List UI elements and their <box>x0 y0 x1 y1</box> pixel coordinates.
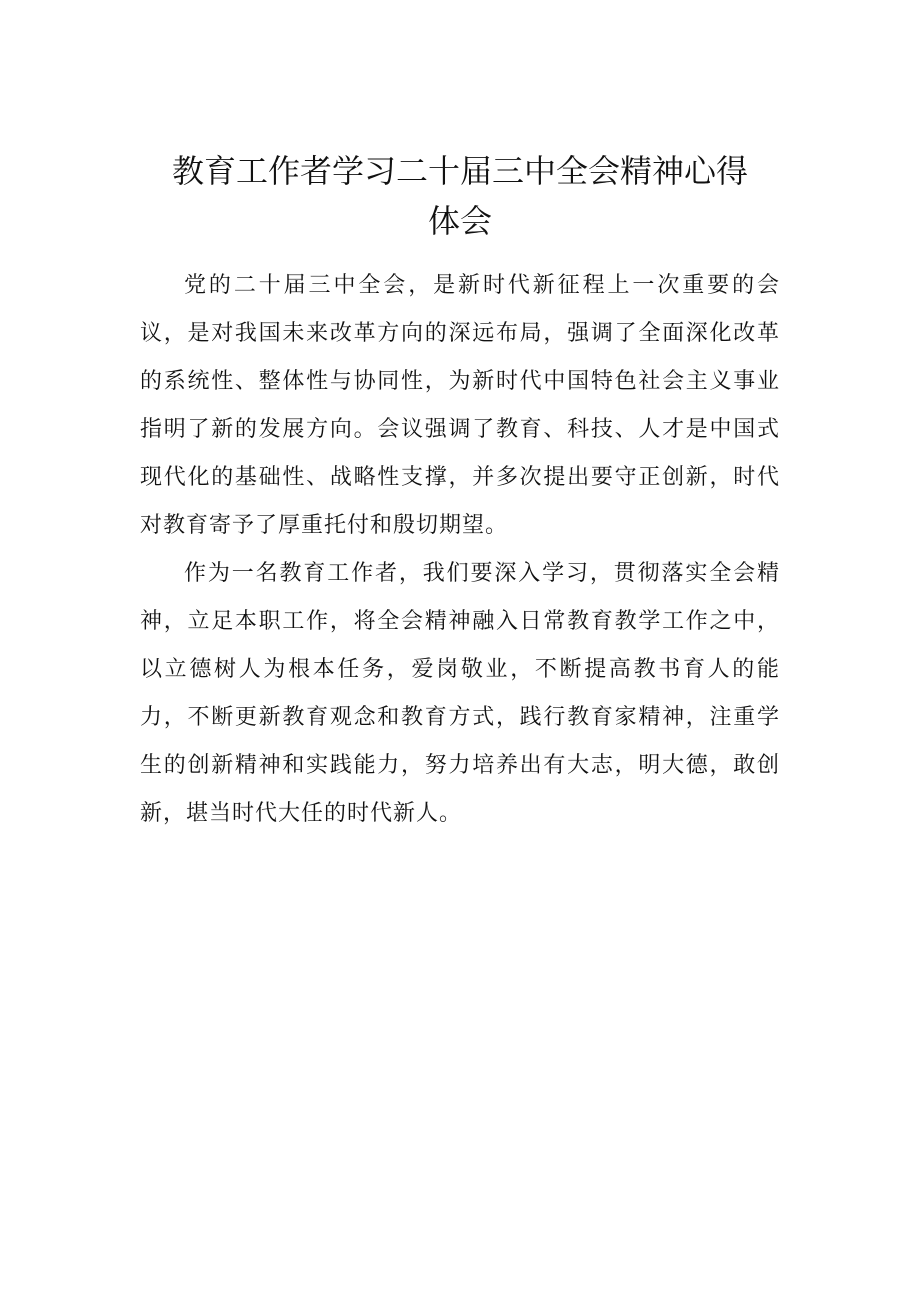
title-line-2: 体会 <box>427 202 492 240</box>
title-line-1: 教育工作者学习二十届三中全会精神心得 <box>171 152 748 190</box>
paragraph-1: 党的二十届三中全会，是新时代新征程上一次重要的会议，是对我国未来改革方向的深远布局，强调了全面深化改革的系统性、整体性与协同性，为新时代中国特色社会主义事业指明了新的发展方向。会议强调了教育、科技、人才是中国式现代化的基础性、战略性支撑，并多次提出要守正创新，时代对教育寄予了厚重托付和殷切期望。 <box>140 273 780 538</box>
paragraph-2: 作为一名教育工作者，我们要深入学习，贯彻落实全会精神，立足本职工作，将全会精神融入日常教育教学工作之中，以立德树人为根本任务，爱岗敬业，不断提高教书育人的能力，不断更新教育观念和教育方式，践行教育家精神，注重学生的创新精神和实践能力，努力培养出有大志，明大德，敢创新，堪当时代大任的时代新人。 <box>140 561 780 826</box>
document-title <box>140 146 780 246</box>
document-body <box>140 262 780 838</box>
